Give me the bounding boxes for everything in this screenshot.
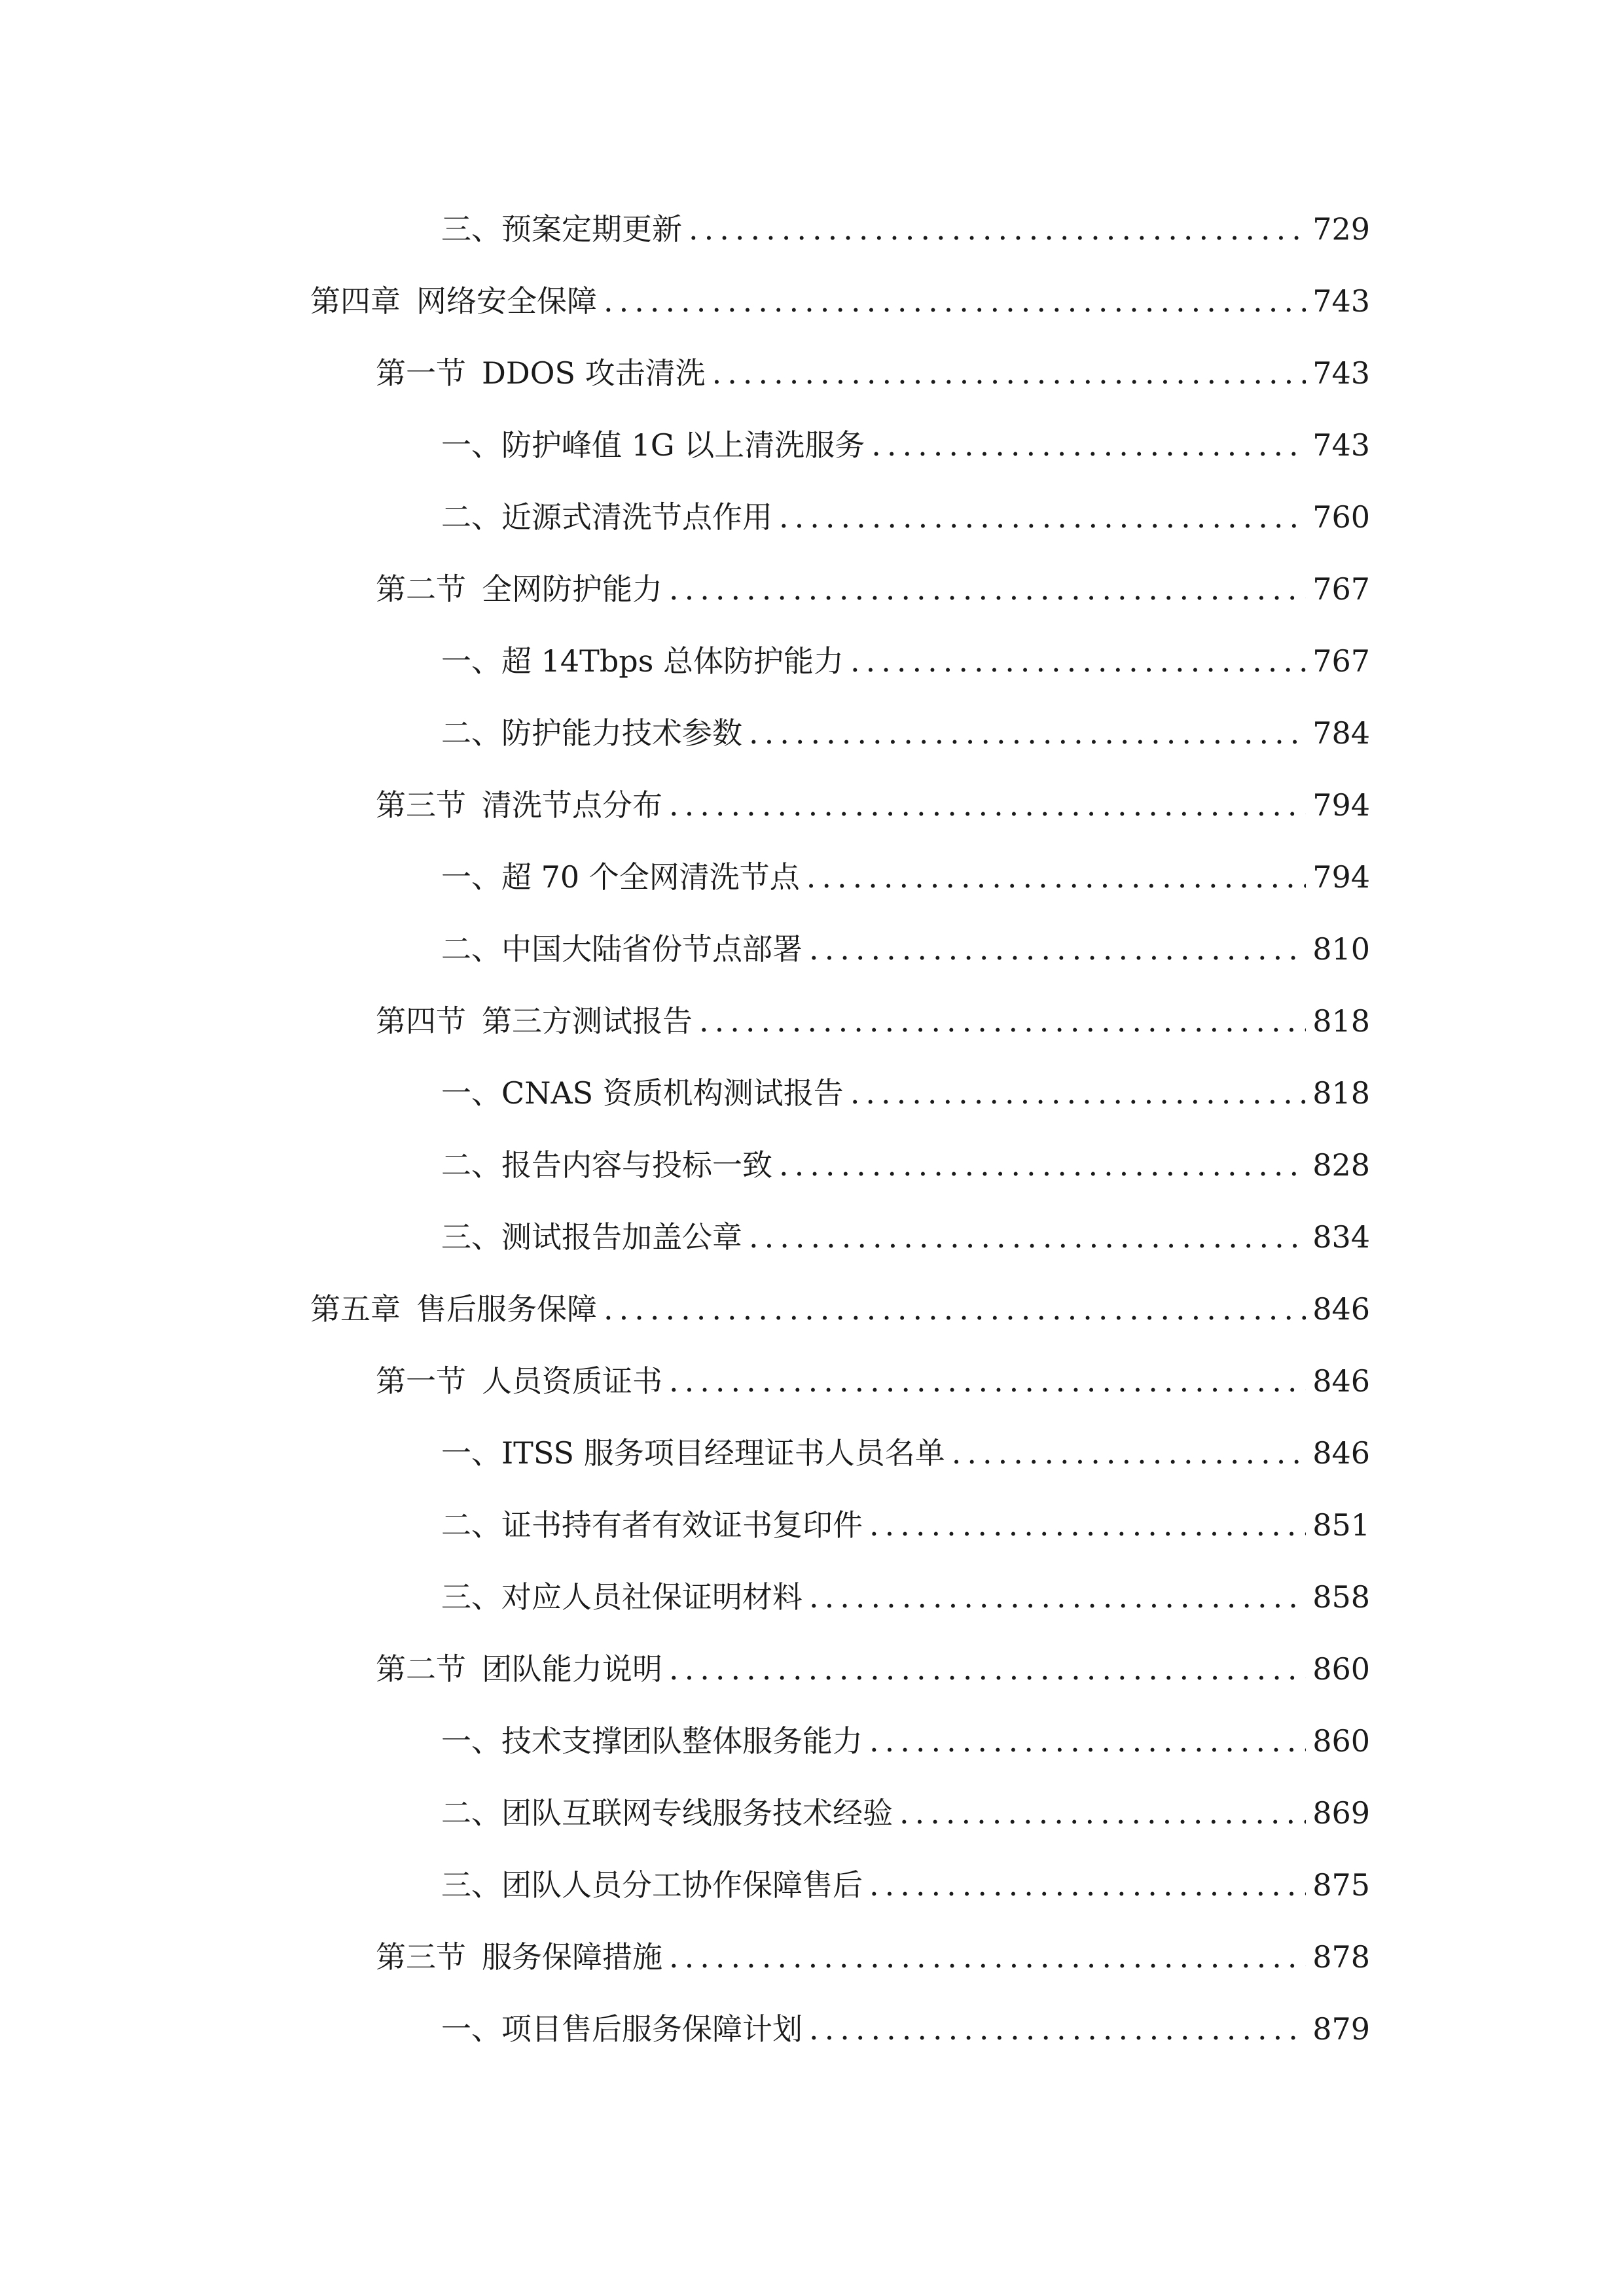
toc-dot-leader [669,779,1306,831]
toc-entry[interactable] [441,1211,1370,1263]
toc-entry[interactable] [441,707,1370,759]
toc-page-number: 858 [1312,1579,1370,1615]
toc-prefix: 第三节 [376,787,466,823]
toc-title: 预案定期更新 [501,211,682,247]
toc-prefix: 一、 [441,1435,501,1471]
toc-prefix: 三、 [441,211,501,247]
toc-page-number: 869 [1312,1795,1370,1831]
toc-dot-leader [749,1211,1306,1263]
toc-dot-leader [604,1283,1306,1335]
toc-entry[interactable] [441,203,1370,255]
toc-dot-leader [749,707,1306,759]
toc-prefix: 一、 [441,2011,501,2047]
toc-title: ITSS 服务项目经理证书人员名单 [501,1435,945,1471]
toc-entry[interactable] [441,2003,1370,2055]
toc-title: 测试报告加盖公章 [501,1219,742,1255]
toc-entry[interactable] [376,347,1370,399]
toc-prefix: 二、 [441,1795,501,1831]
toc-entry[interactable] [441,1499,1370,1551]
toc-entry[interactable] [441,1787,1370,1839]
toc-title: 防护能力技术参数 [501,715,742,751]
toc-entry[interactable] [441,851,1370,903]
toc-title: 团队人员分工协作保障售后 [501,1867,863,1903]
toc-entry[interactable] [376,1931,1370,1983]
toc-dot-leader [779,1139,1306,1191]
toc-page-number: 828 [1312,1147,1370,1183]
toc-entry[interactable] [310,1283,1370,1335]
toc-prefix: 二、 [441,499,501,535]
toc-dot-leader [669,1643,1306,1695]
toc-prefix: 第二节 [376,1651,466,1687]
toc-prefix: 一、 [441,859,501,895]
toc-prefix: 三、 [441,1219,501,1255]
toc-prefix: 第五章 [310,1291,401,1327]
toc-entry[interactable] [441,1139,1370,1191]
toc-entry[interactable] [376,779,1370,831]
toc-entry[interactable] [441,635,1370,687]
toc-page-number: 878 [1312,1939,1370,1975]
toc-page-number: 810 [1312,931,1370,967]
toc-prefix: 二、 [441,1507,501,1543]
toc-dot-leader [869,1715,1306,1767]
toc-title: 团队互联网专线服务技术经验 [501,1795,893,1831]
toc-prefix: 二、 [441,715,501,751]
toc-entry[interactable] [376,563,1370,615]
toc-page-number: 743 [1312,283,1370,319]
toc-dot-leader [809,923,1306,975]
toc-page-number: 767 [1312,571,1370,607]
toc-dot-leader [850,1067,1306,1119]
toc-title: 近源式清洗节点作用 [501,499,772,535]
toc-dot-leader [809,2003,1306,2055]
toc-page-number: 760 [1312,499,1370,535]
toc-page-number: 851 [1312,1507,1370,1543]
toc-title: 中国大陆省份节点部署 [501,931,803,967]
toc-page-number: 846 [1312,1435,1370,1471]
toc-page-number: 875 [1312,1867,1370,1903]
toc-prefix: 一、 [441,1075,501,1111]
toc-dot-leader [952,1427,1306,1479]
toc-page-number: 767 [1312,643,1370,679]
toc-prefix: 第四节 [376,1003,466,1039]
toc-title: 证书持有者有效证书复印件 [501,1507,863,1543]
toc-entry[interactable] [441,1571,1370,1623]
toc-entry[interactable] [310,275,1370,327]
toc-dot-leader [779,491,1306,543]
toc-dot-leader [806,851,1306,903]
toc-prefix: 第四章 [310,283,401,319]
toc-title: 售后服务保障 [416,1291,597,1327]
toc-title: 超 14Tbps 总体防护能力 [501,643,844,679]
toc-page-number: 834 [1312,1219,1370,1255]
toc-title: 防护峰值 1G 以上清洗服务 [501,427,865,463]
toc-title: 人员资质证书 [482,1363,662,1399]
toc-entry[interactable] [441,923,1370,975]
toc-prefix: 第三节 [376,1939,466,1975]
toc-title: 第三方测试报告 [482,1003,693,1039]
toc-prefix: 二、 [441,1147,501,1183]
toc-prefix: 第一节 [376,1363,466,1399]
toc-dot-leader [669,1931,1306,1983]
toc-title: 对应人员社保证明材料 [501,1579,803,1615]
toc-title: CNAS 资质机构测试报告 [501,1075,844,1111]
toc-entry[interactable] [441,419,1370,471]
toc-prefix: 一、 [441,1723,501,1759]
toc-entry[interactable] [376,1355,1370,1407]
toc-page-number: 784 [1312,715,1370,751]
toc-page-number: 846 [1312,1291,1370,1327]
toc-prefix: 三、 [441,1867,501,1903]
toc-page-number: 794 [1312,787,1370,823]
toc-title: 清洗节点分布 [482,787,662,823]
toc-dot-leader [899,1787,1306,1839]
toc-prefix: 二、 [441,931,501,967]
toc-dot-leader [850,635,1306,687]
toc-prefix: 一、 [441,643,501,679]
toc-title: DDOS 攻击清洗 [482,355,706,391]
toc-dot-leader [699,995,1306,1047]
toc-entry[interactable] [441,491,1370,543]
toc-prefix: 三、 [441,1579,501,1615]
toc-title: 超 70 个全网清洗节点 [501,859,800,895]
toc-page-number: 743 [1312,427,1370,463]
toc-prefix: 第一节 [376,355,466,391]
toc-dot-leader [669,563,1306,615]
toc-page-number: 818 [1312,1075,1370,1111]
toc-title: 服务保障措施 [482,1939,662,1975]
toc-dot-leader [604,275,1306,327]
toc-page-number: 743 [1312,355,1370,391]
toc-page-number: 794 [1312,859,1370,895]
toc-page-number: 729 [1312,211,1370,247]
toc-dot-leader [869,1499,1306,1551]
toc-dot-leader [689,203,1306,255]
toc-dot-leader [871,419,1306,471]
toc-title: 技术支撑团队整体服务能力 [501,1723,863,1759]
toc-entry[interactable] [376,1643,1370,1695]
toc-page-number: 860 [1312,1651,1370,1687]
toc-title: 项目售后服务保障计划 [501,2011,803,2047]
toc-prefix: 第二节 [376,571,466,607]
toc-entry[interactable] [441,1859,1370,1911]
toc-entry[interactable] [441,1067,1370,1119]
toc-title: 网络安全保障 [416,283,597,319]
toc-dot-leader [809,1571,1306,1623]
toc-prefix: 一、 [441,427,501,463]
toc-title: 团队能力说明 [482,1651,662,1687]
toc-page-number: 879 [1312,2011,1370,2047]
toc-dot-leader [669,1355,1306,1407]
toc-page-number: 818 [1312,1003,1370,1039]
toc-entry[interactable] [376,995,1370,1047]
toc-page-number: 846 [1312,1363,1370,1399]
toc-dot-leader [712,347,1307,399]
toc-title: 全网防护能力 [482,571,662,607]
toc-page-number: 860 [1312,1723,1370,1759]
toc-dot-leader [869,1859,1306,1911]
toc-title: 报告内容与投标一致 [501,1147,772,1183]
toc-entry[interactable] [441,1427,1370,1479]
toc-entry[interactable] [441,1715,1370,1767]
